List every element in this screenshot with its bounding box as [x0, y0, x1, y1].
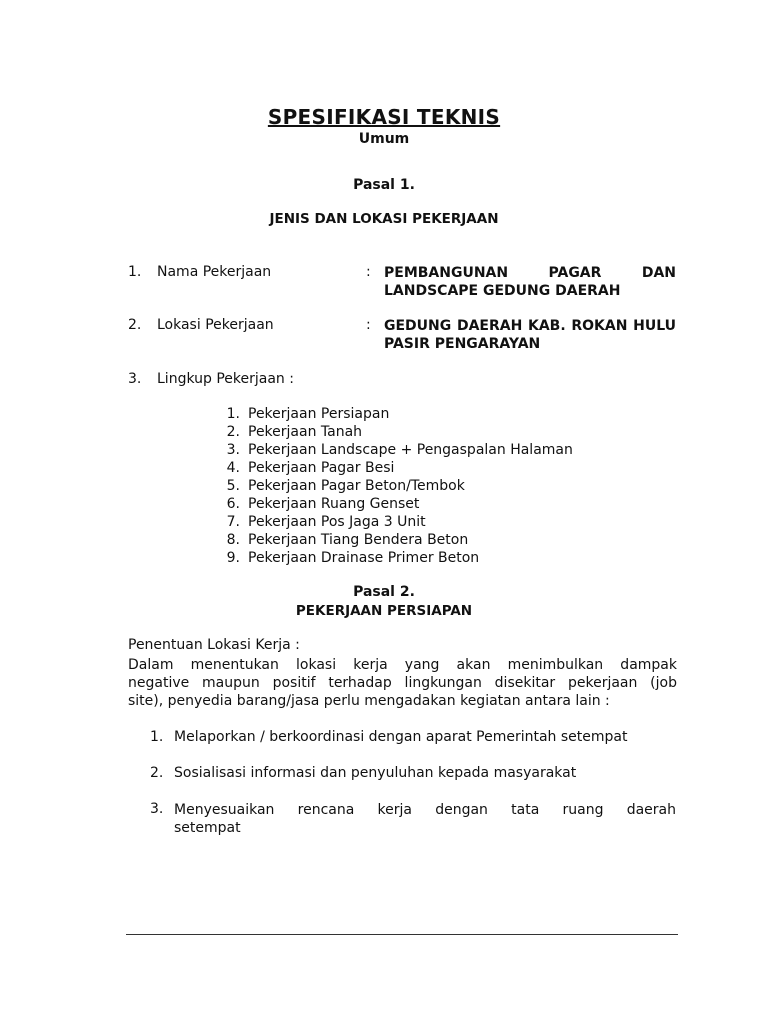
- intro-label: Penentuan Lokasi Kerja :: [128, 637, 300, 653]
- list-item-text: Pekerjaan Ruang Genset: [248, 496, 420, 512]
- footer-divider: [126, 934, 678, 935]
- pasal-2-heading: PEKERJAAN PERSIAPAN: [295, 603, 473, 619]
- item-number: 2.: [128, 317, 142, 333]
- item-separator: :: [366, 317, 371, 333]
- document-title: SPESIFIKASI TEKNIS: [267, 105, 501, 129]
- activity-item: Sosialisasi informasi dan penyuluhan kepada masyarakat: [174, 765, 577, 781]
- list-item-number: 4.: [226, 460, 240, 476]
- list-item-number: 3.: [226, 442, 240, 458]
- pasal-1-label: Pasal 1.: [353, 177, 415, 193]
- item-separator: :: [366, 264, 371, 280]
- list-item-text: Pekerjaan Persiapan: [248, 406, 390, 422]
- item-number: 1.: [150, 729, 164, 745]
- activity-item-line: setempat: [174, 820, 241, 836]
- item-value-nama-pekerjaan: [384, 264, 676, 300]
- item-number: 2.: [150, 765, 164, 781]
- activity-item: [174, 801, 676, 837]
- list-item-text: Pekerjaan Pagar Beton/Tembok: [248, 478, 465, 494]
- list-item-number: 8.: [226, 532, 240, 548]
- list-item-number: 2.: [226, 424, 240, 440]
- value-line: GEDUNG DAERAH KAB. ROKAN HULU: [384, 318, 676, 334]
- item-label-nama-pekerjaan: Nama Pekerjaan: [157, 264, 272, 280]
- list-item-number: 5.: [226, 478, 240, 494]
- item-value-lokasi-pekerjaan: [384, 317, 676, 353]
- value-line: PEMBANGUNAN PAGAR DAN: [384, 265, 676, 281]
- list-item-text: Pekerjaan Pagar Besi: [248, 460, 395, 476]
- pasal-2-label: Pasal 2.: [353, 584, 415, 600]
- list-item-text: Pekerjaan Landscape + Pengaspalan Halaman: [248, 442, 573, 458]
- document-subtitle: Umum: [358, 131, 410, 147]
- list-item-text: Pekerjaan Drainase Primer Beton: [248, 550, 480, 566]
- list-item-text: Pekerjaan Tiang Bendera Beton: [248, 532, 469, 548]
- list-item-number: 1.: [226, 406, 240, 422]
- pasal-1-heading: JENIS DAN LOKASI PEKERJAAN: [269, 211, 499, 227]
- activity-item: Melaporkan / berkoordinasi dengan aparat Pemerintah setempat: [174, 729, 628, 745]
- item-label-lingkup-pekerjaan: Lingkup Pekerjaan :: [157, 371, 294, 387]
- list-item-text: Pekerjaan Tanah: [248, 424, 363, 440]
- list-item-text: Pekerjaan Pos Jaga 3 Unit: [248, 514, 426, 530]
- item-number: 3.: [128, 371, 142, 387]
- item-label-lokasi-pekerjaan: Lokasi Pekerjaan: [157, 317, 274, 333]
- activity-item-line: Menyesuaikan rencana kerja dengan tata ruang daerah: [174, 802, 676, 818]
- list-item-number: 9.: [226, 550, 240, 566]
- list-item-number: 7.: [226, 514, 240, 530]
- value-line: PASIR PENGARAYAN: [384, 336, 541, 352]
- body-paragraph: [128, 656, 677, 710]
- paragraph-line: negative maupun positif terhadap lingkungan disekitar pekerjaan (job: [128, 675, 677, 691]
- value-line: LANDSCAPE GEDUNG DAERAH: [384, 283, 621, 299]
- list-item-number: 6.: [226, 496, 240, 512]
- item-number: 1.: [128, 264, 142, 280]
- paragraph-line: site), penyedia barang/jasa perlu mengadakan kegiatan antara lain :: [128, 693, 610, 709]
- paragraph-line: Dalam menentukan lokasi kerja yang akan menimbulkan dampak: [128, 657, 677, 673]
- item-number: 3.: [150, 801, 164, 817]
